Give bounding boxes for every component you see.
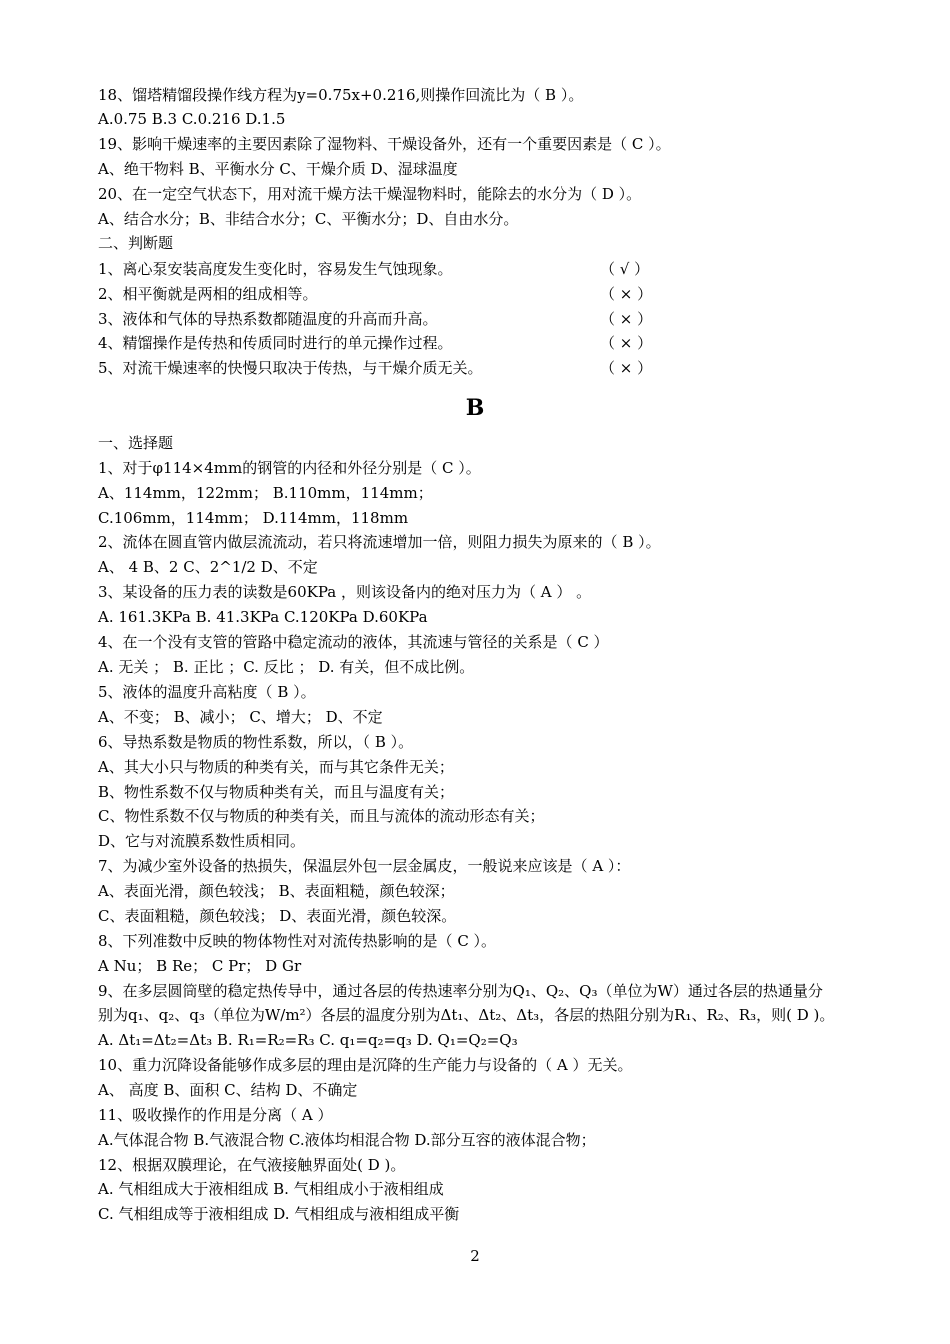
option-line: A. 无关 ； B. 正比 ；C. 反比 ； D. 有关，但不成比例。 <box>98 658 475 676</box>
option-line: A、 4 B、2 C、2^1/2 D、不定 <box>98 558 318 576</box>
options-19: A、绝干物料 B、平衡水分 C、干燥介质 D、湿球温度 <box>98 160 458 178</box>
question-line: 7、为减少室外设备的热损失，保温层外包一层金属皮，一般说来应该是（ A ）： <box>98 857 631 875</box>
question-20: 20、在一定空气状态下，用对流干燥方法干燥湿物料时，能除去的水分为（ D ）。 <box>98 185 642 203</box>
judgement-answer: （ × ） <box>600 310 653 328</box>
judgement-item: 3、液体和气体的导热系数都随温度的升高而升高。 <box>98 310 438 328</box>
question-line: 别为q₁、q₂、q₃（单位为W/m²）各层的温度分别为Δt₁、Δt₂、Δt₃，各层的热阻分别为R₁、R₂、R₃，则( D )。 <box>98 1006 835 1024</box>
option-line: A Nu； B Re； C Pr； D Gr <box>98 957 302 975</box>
option-line: A. Δt₁=Δt₂=Δt₃ B. R₁=R₂=R₃ C. q₁=q₂=q₃ D. Q₁=Q₂=Q₃ <box>98 1031 518 1049</box>
question-line: 1、对于φ114×4mm的钢管的内径和外径分别是（ C ）。 <box>98 459 481 477</box>
option-line: A、 高度 B、面积 C、结构 D、不确定 <box>98 1081 358 1099</box>
option-line: C、表面粗糙，颜色较浅； D、表面光滑，颜色较深。 <box>98 907 457 925</box>
section-b-heading: B <box>465 395 485 421</box>
judgement-item: 2、相平衡就是两相的组成相等。 <box>98 285 318 303</box>
option-line: A、114mm，122mm； B.110mm，114mm； <box>98 484 433 502</box>
question-line: 11、吸收操作的作用是分离（ A ） <box>98 1106 333 1124</box>
question-line: 5、液体的温度升高粘度（ B ）。 <box>98 683 316 701</box>
option-line: A. 气相组成大于液相组成 B. 气相组成小于液相组成 <box>98 1180 444 1198</box>
option-line: A. 161.3KPa B. 41.3KPa C.120KPa D.60KPa <box>98 608 428 626</box>
judgement-answer: （ × ） <box>600 359 653 377</box>
judgement-answer: （ × ） <box>600 334 653 352</box>
option-line: A、其大小只与物质的种类有关，而与其它条件无关； <box>98 758 454 776</box>
judgement-answer: （ √ ） <box>600 260 650 278</box>
option-line: A、不变； B、减小； C、增大； D、不定 <box>98 708 383 726</box>
page-number: 2 <box>470 1247 480 1265</box>
question-19: 19、影响干燥速率的主要因素除了湿物料、干燥设备外，还有一个重要因素是（ C ）。 <box>98 135 671 153</box>
judgement-item: 5、对流干燥速率的快慢只取决于传热，与干燥介质无关。 <box>98 359 483 377</box>
judgement-answer: （ × ） <box>600 285 653 303</box>
section-heading-judgement: 二、判断题 <box>98 234 174 252</box>
judgement-item: 4、精馏操作是传热和传质同时进行的单元操作过程。 <box>98 334 453 352</box>
option-line: D、它与对流膜系数性质相同。 <box>98 832 306 850</box>
option-line: A、表面光滑，颜色较浅； B、表面粗糙，颜色较深； <box>98 882 455 900</box>
options-18: A.0.75 B.3 C.0.216 D.1.5 <box>98 110 286 128</box>
question-line: 9、在多层圆筒壁的稳定热传导中，通过各层的传热速率分别为Q₁、Q₂、Q₃（单位为W）通过各层的热通量分 <box>98 982 823 1000</box>
question-line: 6、导热系数是物质的物性系数，所以，（ B ）。 <box>98 733 414 751</box>
option-line: C、物性系数不仅与物质的种类有关，而且与流体的流动形态有关； <box>98 807 545 825</box>
option-line: B、物性系数不仅与物质种类有关，而且与温度有关； <box>98 783 455 801</box>
option-line: C.106mm，114mm； D.114mm，118mm <box>98 509 409 527</box>
options-20: A、结合水分；B、非结合水分；C、平衡水分；D、自由水分。 <box>98 210 519 228</box>
question-line: 3、某设备的压力表的读数是60KPa ，则该设备内的绝对压力为（ A ） 。 <box>98 583 592 601</box>
question-line: 2、流体在圆直管内做层流流动，若只将流速增加一倍，则阻力损失为原来的（ B ）。 <box>98 533 661 551</box>
question-line: 8、下列准数中反映的物体物性对对流传热影响的是（ C ）。 <box>98 932 497 950</box>
question-line: 12、根据双膜理论，在气液接触界面处( D )。 <box>98 1156 406 1174</box>
question-18: 18、馏塔精馏段操作线方程为y=0.75x+0.216,则操作回流比为（ B ）。 <box>98 86 584 104</box>
section-heading-choice: 一、选择题 <box>98 434 174 452</box>
question-line: 4、在一个没有支管的管路中稳定流动的液体，其流速与管径的关系是（ C ） <box>98 633 609 651</box>
judgement-item: 1、离心泵安装高度发生变化时，容易发生气蚀现象。 <box>98 260 453 278</box>
question-line: 10、重力沉降设备能够作成多层的理由是沉降的生产能力与设备的（ A ）无关。 <box>98 1056 633 1074</box>
option-line: C. 气相组成等于液相组成 D. 气相组成与液相组成平衡 <box>98 1205 460 1223</box>
option-line: A.气体混合物 B.气液混合物 C.液体均相混合物 D.部分互容的液体混合物； <box>98 1131 596 1149</box>
